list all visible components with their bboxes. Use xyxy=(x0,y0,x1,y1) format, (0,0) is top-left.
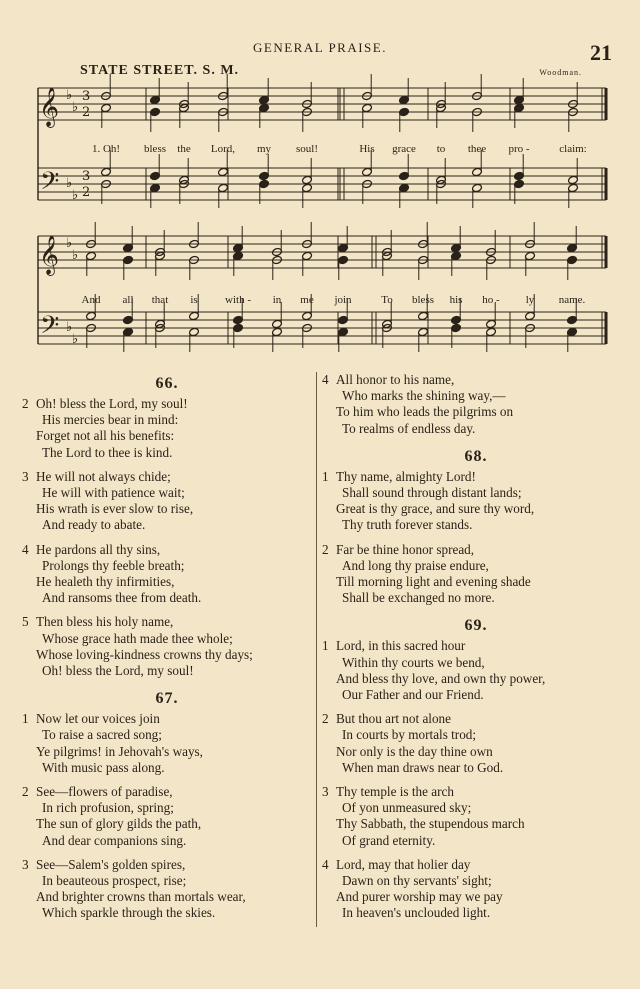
verse-text: Now let our voices join xyxy=(36,711,160,727)
verse-text: And ready to abate. xyxy=(42,517,146,533)
hymn-66 xyxy=(22,372,312,679)
verse-text: And dear companions sing. xyxy=(42,832,187,848)
verse-text: Shall sound through distant lands; xyxy=(342,485,522,501)
stanza xyxy=(322,711,630,776)
verse-line xyxy=(22,574,312,590)
verse-line xyxy=(22,614,312,630)
verse-text: Shall be exchanged no more. xyxy=(342,590,495,606)
verse-text: In beauteous prospect, rise; xyxy=(42,873,187,889)
verse-line xyxy=(322,372,630,388)
lyric-syllable: in xyxy=(272,294,282,306)
lyric-syllable: his xyxy=(449,294,463,306)
verse-text: The sun of glory gilds the path, xyxy=(36,816,202,832)
verse-text: And purer worship may we pay xyxy=(336,889,503,905)
stanza-list xyxy=(322,638,630,921)
verse-text: To realms of endless day. xyxy=(342,420,476,436)
hymn-number: 69. xyxy=(464,617,488,635)
lyric-syllable: And xyxy=(81,294,101,306)
stanza xyxy=(322,469,630,534)
verse-line xyxy=(22,631,312,647)
stanza-list xyxy=(22,396,312,679)
flat-sign: ♭ xyxy=(66,320,73,335)
verse-line xyxy=(22,857,312,873)
verse-line xyxy=(22,469,312,485)
lyric-syllable: 1. Oh! xyxy=(91,143,121,155)
verse-text: With music pass along. xyxy=(42,759,165,775)
verse-text: Dawn on thy servants' sight; xyxy=(342,873,492,889)
stanza xyxy=(322,638,630,703)
verse-text: Thy name, almighty Lord! xyxy=(336,468,476,484)
verse-text: Far be thine honor spread, xyxy=(336,541,475,557)
verse-line xyxy=(322,744,630,760)
verse-line xyxy=(322,501,630,517)
page-number: 21 xyxy=(590,40,612,65)
verse-text: In courts by mortals trod; xyxy=(342,727,477,743)
lyric-syllable: bless xyxy=(144,143,166,155)
verse-text: Oh! bless the Lord, my soul! xyxy=(36,396,188,411)
left-column xyxy=(22,372,312,930)
verse-text: His mercies bear in mind: xyxy=(42,412,179,428)
stanza-number: 4 xyxy=(322,856,329,872)
stanza xyxy=(22,614,312,679)
verse-line xyxy=(22,784,312,800)
verse-text: And brighter crowns than mortals wear, xyxy=(36,889,246,905)
stanza-number: 3 xyxy=(22,856,29,872)
stanza-number: 1 xyxy=(322,468,329,484)
lyric-syllable: bless xyxy=(412,294,434,306)
verse-text: Of yon unmeasured sky; xyxy=(342,800,472,816)
verse-text: He healeth thy infirmities, xyxy=(36,574,175,590)
flat-sign: ♭ xyxy=(72,248,79,263)
lyric-syllable: that xyxy=(151,294,169,306)
stanza-list xyxy=(322,469,630,607)
stanza xyxy=(322,542,630,607)
verse-text: His wrath is ever slow to rise, xyxy=(36,501,194,517)
composer-credit: Woodman. xyxy=(539,68,582,77)
verse-line xyxy=(22,663,312,679)
verse-text: When man draws near to God. xyxy=(342,759,504,775)
verse-line xyxy=(22,833,312,849)
verse-line xyxy=(322,574,630,590)
verse-line xyxy=(22,445,312,461)
verse-line xyxy=(22,744,312,760)
verse-line xyxy=(22,428,312,444)
verse-text: Till morning light and evening shade xyxy=(336,574,531,590)
verse-line xyxy=(22,889,312,905)
hymn-number: 67. xyxy=(155,690,179,708)
lyric-syllable: Lord, xyxy=(210,143,236,155)
verse-line xyxy=(322,542,630,558)
hymn-68 xyxy=(322,445,630,607)
flat-sign: ♭ xyxy=(66,176,73,191)
lyric-syllable: ly xyxy=(525,294,535,306)
treble-clef: 𝄞 xyxy=(39,87,60,127)
stanza-number: 1 xyxy=(322,638,329,654)
stanza-number: 4 xyxy=(322,372,329,387)
verse-text: All honor to his name, xyxy=(336,372,455,387)
verse-line xyxy=(22,396,312,412)
verse-line xyxy=(22,873,312,889)
verse-text: Which sparkle through the skies. xyxy=(42,905,216,921)
lyric-syllable: To xyxy=(381,294,393,306)
verse-line xyxy=(322,873,630,889)
verse-text: See—Salem's golden spires, xyxy=(36,856,186,872)
verse-text: Whose grace hath made thee whole; xyxy=(42,630,233,646)
verse-line xyxy=(322,485,630,501)
stanza xyxy=(22,711,312,776)
verse-text: Thy truth forever stands. xyxy=(342,517,473,533)
verse-text: In heaven's unclouded light. xyxy=(342,905,491,921)
hymn-69 xyxy=(322,614,630,921)
lyric-syllable: His xyxy=(359,143,375,155)
verse-text: Our Father and our Friend. xyxy=(342,687,484,703)
verse-line xyxy=(322,727,630,743)
hymn-67-continued xyxy=(322,372,630,437)
time-signature-bottom: 2 xyxy=(82,105,91,120)
verse-line xyxy=(22,727,312,743)
hymn-67 xyxy=(22,687,312,921)
verse-line xyxy=(322,517,630,533)
verse-line xyxy=(22,647,312,663)
verse-line xyxy=(322,857,630,873)
verse-text: Then bless his holy name, xyxy=(36,614,174,630)
time-signature-bottom: 2 xyxy=(82,185,91,200)
verse-line xyxy=(322,404,630,420)
stanza xyxy=(22,396,312,461)
verse-line xyxy=(322,833,630,849)
stanza xyxy=(22,857,312,922)
hymn-number: 68. xyxy=(464,447,488,465)
verse-text: Of grand eternity. xyxy=(342,832,436,848)
bass-clef: 𝄢 xyxy=(40,167,60,202)
time-signature-top: 3 xyxy=(82,169,91,184)
verse-line xyxy=(322,816,630,832)
verse-text: Ye pilgrims! in Jehovah's ways, xyxy=(36,743,203,759)
verse-text: Oh! bless the Lord, my soul! xyxy=(42,663,194,679)
lyric-syllable: soul! xyxy=(296,143,318,155)
verse-text: In rich profusion, spring; xyxy=(42,800,174,816)
verse-line xyxy=(322,469,630,485)
lyric-syllable: claim: xyxy=(559,143,587,155)
verse-text: Lord, in this sacred hour xyxy=(336,638,466,654)
lyric-syllable: all xyxy=(122,294,134,306)
verse-line xyxy=(322,421,630,437)
verse-text: And bless thy love, and own thy power, xyxy=(336,670,546,686)
stanza-number: 3 xyxy=(22,468,29,484)
verse-text: Forget not all his benefits: xyxy=(36,428,175,444)
verse-text: Lord, may that holier day xyxy=(336,856,471,872)
lyric-syllable: thee xyxy=(467,143,487,155)
verse-line xyxy=(22,760,312,776)
lyric-syllable: my xyxy=(256,143,272,155)
right-column xyxy=(322,372,630,930)
verse-text: And long thy praise endure, xyxy=(342,557,489,573)
verse-text: Thy Sabbath, the stupendous march xyxy=(336,816,525,832)
verse-text: Nor only is the day thine own xyxy=(336,743,493,759)
verse-text: To raise a sacred song; xyxy=(42,727,162,743)
music-notation xyxy=(0,0,640,360)
verse-text: Within thy courts we bend, xyxy=(342,654,485,670)
verse-text: Prolongs thy feeble breath; xyxy=(42,557,185,573)
stanza xyxy=(322,857,630,922)
verse-text: Whose loving-kindness crowns thy days; xyxy=(36,646,253,662)
stanza-list xyxy=(322,372,630,437)
verse-line xyxy=(22,558,312,574)
lyric-syllable: me xyxy=(300,294,314,306)
verse-text: He will with patience wait; xyxy=(42,485,185,501)
verse-line xyxy=(322,590,630,606)
verse-line xyxy=(22,517,312,533)
verse-line xyxy=(322,388,630,404)
verse-line xyxy=(322,889,630,905)
verse-text: But thou art not alone xyxy=(336,711,452,727)
flat-sign: ♭ xyxy=(72,100,79,115)
verse-text: The Lord to thee is kind. xyxy=(42,444,173,460)
lyric-syllable: the xyxy=(177,143,191,155)
lyric-syllable: grace xyxy=(392,143,416,155)
lyric-syllable: join xyxy=(334,294,352,306)
verse-line xyxy=(22,542,312,558)
verse-text: He will not always chide; xyxy=(36,468,171,484)
verse-line xyxy=(322,784,630,800)
verse-line xyxy=(22,485,312,501)
stanza-list xyxy=(22,711,312,921)
flat-sign: ♭ xyxy=(66,236,73,251)
verse-line xyxy=(22,711,312,727)
treble-clef: 𝄞 xyxy=(39,235,60,275)
lyric-syllable: with - xyxy=(225,294,251,306)
stanza xyxy=(322,784,630,849)
stanza-number: 2 xyxy=(322,541,329,557)
verse-text: And ransoms thee from death. xyxy=(42,590,202,606)
tune-title: STATE STREET. S. M. xyxy=(80,63,240,78)
verse-line xyxy=(322,558,630,574)
verse-line xyxy=(322,655,630,671)
stanza-number: 1 xyxy=(22,711,29,727)
lyric-syllable: to xyxy=(436,143,446,155)
stanza-number: 2 xyxy=(322,711,329,727)
stanza xyxy=(22,784,312,849)
verse-line xyxy=(322,905,630,921)
hymn-number: 66. xyxy=(155,375,179,392)
stanza-number: 5 xyxy=(22,614,29,630)
lyric-syllable: is xyxy=(190,294,198,306)
verse-line xyxy=(322,760,630,776)
running-head: GENERAL PRAISE. xyxy=(253,40,387,55)
lyric-syllable: pro - xyxy=(508,143,530,155)
verse-line xyxy=(22,816,312,832)
flat-sign: ♭ xyxy=(72,332,79,347)
lyric-syllable: name. xyxy=(558,294,586,306)
time-signature-top: 3 xyxy=(82,89,91,104)
verse-line xyxy=(22,590,312,606)
verse-line xyxy=(22,905,312,921)
verse-text: To him who leads the pilgrims on xyxy=(336,404,514,420)
verse-line xyxy=(22,412,312,428)
stanza-number: 4 xyxy=(22,541,29,557)
verse-line xyxy=(322,687,630,703)
flat-sign: ♭ xyxy=(72,188,79,203)
verse-line xyxy=(22,800,312,816)
verse-text: Who marks the shining way,— xyxy=(342,388,506,404)
verse-line xyxy=(322,671,630,687)
verse-line xyxy=(322,638,630,654)
stanza-number: 3 xyxy=(322,784,329,800)
bass-clef: 𝄢 xyxy=(40,311,60,346)
verse-line xyxy=(22,501,312,517)
verse-text: Thy temple is the arch xyxy=(336,784,454,800)
stanza xyxy=(22,469,312,534)
verse-text: See—flowers of paradise, xyxy=(36,784,173,800)
stanza xyxy=(22,542,312,607)
verse-text: He pardons all thy sins, xyxy=(36,541,161,557)
flat-sign: ♭ xyxy=(66,88,73,103)
verse-text: Great is thy grace, and sure thy word, xyxy=(336,501,535,517)
stanza-number: 2 xyxy=(22,784,29,800)
stanza xyxy=(322,372,630,437)
verse-line xyxy=(322,711,630,727)
stanza-number: 2 xyxy=(22,396,29,411)
column-divider xyxy=(316,372,317,927)
verse-line xyxy=(322,800,630,816)
lyric-syllable: ho - xyxy=(482,294,500,306)
